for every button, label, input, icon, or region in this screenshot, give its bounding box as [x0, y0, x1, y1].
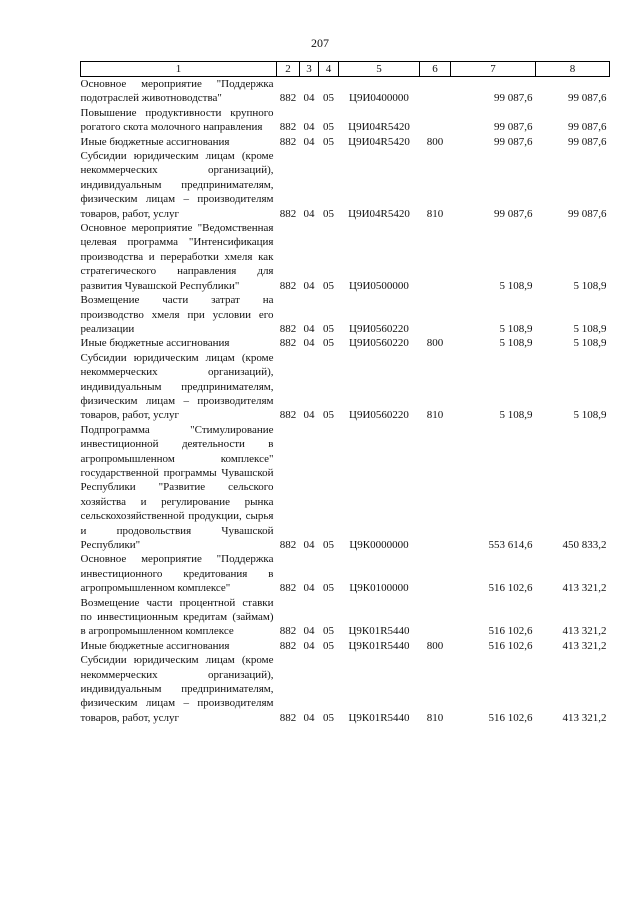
- table-header-row: [81, 62, 610, 77]
- target-article-cell: Ц9К01R5440: [348, 711, 410, 724]
- target-article-cell: Ц9И0560220: [349, 409, 409, 422]
- column-header: 6: [420, 62, 451, 77]
- section-cell: 04: [303, 135, 315, 148]
- target-article-cell: Ц9И0500000: [349, 279, 409, 292]
- target-article-cell: Ц9И04R5420: [348, 207, 410, 220]
- amount-year1-cell: 5 108,9: [499, 409, 533, 422]
- amount-year1-cell: 99 087,6: [494, 207, 533, 220]
- amount-year2-cell: 5 108,9: [573, 322, 607, 335]
- subsection-cell: 05: [323, 337, 334, 350]
- target-article-cell: Ц9И04R5420: [348, 121, 410, 134]
- ministry-code-cell: 882: [279, 92, 297, 105]
- row-name-cell: Иные бюджетные ассигнования: [80, 639, 230, 652]
- expense-type-cell: 800: [426, 135, 444, 148]
- table-row: [81, 293, 610, 336]
- amount-year1-cell: 99 087,6: [494, 135, 533, 148]
- page-number: 207: [311, 36, 329, 50]
- amount-year2-cell: 413 321,2: [562, 625, 607, 638]
- subsection-cell: 05: [323, 711, 334, 724]
- table-row: [81, 77, 610, 106]
- table-row: [81, 135, 610, 149]
- expense-type-cell: 810: [426, 207, 444, 220]
- amount-year2-cell: 99 087,6: [568, 135, 607, 148]
- column-header: 3: [300, 62, 319, 77]
- ministry-code-cell: 882: [279, 625, 297, 638]
- budget-table: [80, 61, 610, 725]
- amount-year2-cell: 450 833,2: [562, 539, 607, 551]
- subsection-cell: 05: [323, 322, 334, 335]
- column-header: 5: [339, 62, 420, 77]
- column-header: 4: [319, 62, 339, 77]
- amount-year2-cell: 413 321,2: [562, 639, 607, 652]
- subsection-cell: 05: [323, 207, 334, 220]
- amount-year1-cell: 516 102,6: [488, 582, 533, 595]
- section-cell: 04: [303, 711, 315, 724]
- ministry-code-cell: 882: [279, 711, 297, 724]
- ministry-code-cell: 882: [279, 121, 297, 134]
- amount-year1-cell: 99 087,6: [494, 92, 533, 105]
- amount-year2-cell: 413 321,2: [562, 711, 607, 724]
- row-name-cell: Иные бюджетные ассигнования: [80, 337, 230, 350]
- subsection-cell: 05: [323, 539, 334, 551]
- amount-year1-cell: 516 102,6: [488, 711, 533, 724]
- amount-year2-cell: 99 087,6: [568, 207, 607, 220]
- amount-year1-cell: 5 108,9: [499, 322, 533, 335]
- ministry-code-cell: 882: [279, 135, 297, 148]
- ministry-code-cell: 882: [279, 322, 297, 335]
- amount-year2-cell: 5 108,9: [573, 337, 607, 350]
- expense-type-cell: 800: [426, 639, 444, 652]
- section-cell: 04: [303, 625, 315, 638]
- table-row: [81, 106, 610, 135]
- subsection-cell: 05: [323, 121, 334, 134]
- ministry-code-cell: 882: [279, 639, 297, 652]
- target-article-cell: Ц9К0000000: [349, 539, 409, 551]
- section-cell: 04: [303, 337, 315, 350]
- amount-year1-cell: 516 102,6: [488, 625, 533, 638]
- target-article-cell: Ц9И04R5420: [348, 135, 410, 148]
- row-name-cell: Повышение продуктивности крупного рогатого скота молочного направления: [80, 106, 274, 134]
- section-cell: 04: [303, 582, 315, 595]
- row-name-cell: Возмещение части процентной ставки по инвестиционным кредитам (займам) в агропромышленном комплексе: [80, 596, 274, 638]
- amount-year1-cell: 99 087,6: [494, 121, 533, 134]
- expense-type-cell: [420, 293, 451, 336]
- section-cell: 04: [303, 639, 315, 652]
- amount-year2-cell: 413 321,2: [562, 582, 607, 595]
- ministry-code-cell: 882: [279, 207, 297, 220]
- table-row: [81, 351, 610, 423]
- expense-type-cell: 810: [426, 409, 444, 422]
- table-row: [81, 423, 610, 553]
- expense-type-cell: [420, 423, 451, 553]
- ministry-code-cell: 882: [279, 539, 297, 551]
- section-cell: 04: [303, 207, 315, 220]
- row-name-cell: Подпрограмма "Стимулирование инвестиционной деятельности в агропромышленном комплексе" государственной программы Чувашской Республики "Развитие сельского хозяйства и регулирование рынка сельскохозяйственной продукции, сырья и продовольствия Чувашской Республики": [80, 423, 274, 551]
- ministry-code-cell: 882: [279, 279, 297, 292]
- row-name-cell: Иные бюджетные ассигнования: [80, 135, 230, 148]
- amount-year2-cell: 5 108,9: [573, 279, 607, 292]
- column-header: 1: [81, 62, 277, 77]
- ministry-code-cell: 882: [279, 409, 297, 422]
- table-row: [81, 639, 610, 653]
- table-row: [81, 596, 610, 639]
- table-body: [81, 77, 610, 726]
- row-name-cell: Основное мероприятие "Поддержка подотраслей животноводства": [80, 78, 274, 105]
- expense-type-cell: [420, 221, 451, 293]
- expense-type-cell: [420, 77, 451, 106]
- target-article-cell: Ц9И0560220: [349, 322, 409, 335]
- subsection-cell: 05: [323, 625, 334, 638]
- subsection-cell: 05: [323, 409, 334, 422]
- section-cell: 04: [303, 539, 315, 551]
- section-cell: 04: [303, 92, 315, 105]
- section-cell: 04: [303, 409, 315, 422]
- target-article-cell: Ц9И0560220: [349, 337, 409, 350]
- expense-type-cell: 800: [426, 337, 444, 350]
- section-cell: 04: [303, 322, 315, 335]
- row-name-cell: Возмещение части затрат на производство хмеля при условии его реализации: [80, 294, 274, 335]
- section-cell: 04: [303, 279, 315, 292]
- target-article-cell: Ц9К01R5440: [348, 625, 410, 638]
- ministry-code-cell: 882: [279, 582, 297, 595]
- target-article-cell: Ц9К0100000: [349, 582, 409, 595]
- subsection-cell: 05: [323, 92, 334, 105]
- expense-type-cell: [420, 106, 451, 135]
- table-row: [81, 149, 610, 221]
- amount-year1-cell: 516 102,6: [488, 639, 533, 652]
- table-row: [81, 221, 610, 293]
- section-cell: 04: [303, 121, 315, 134]
- row-name-cell: Основное мероприятие "Ведомственная целевая программа "Интенсификация производства и переработки хмеля как стратегического направления для развития Чувашской Республики": [80, 222, 274, 292]
- amount-year1-cell: 5 108,9: [499, 279, 533, 292]
- target-article-cell: Ц9И0400000: [349, 92, 409, 105]
- table-row: [81, 336, 610, 350]
- row-name-cell: Основное мероприятие "Поддержка инвестиционного кредитования в агропромышленном комплексе": [80, 553, 274, 595]
- row-name-cell: Субсидии юридическим лицам (кроме некоммерческих организаций), индивидуальным предпринимателям, физическим лицам – производителям товаров, работ, услуг: [80, 150, 274, 220]
- column-header: 2: [277, 62, 300, 77]
- subsection-cell: 05: [323, 639, 334, 652]
- table-row: [81, 552, 610, 595]
- amount-year2-cell: 5 108,9: [573, 409, 607, 422]
- amount-year1-cell: 5 108,9: [499, 337, 533, 350]
- target-article-cell: Ц9К01R5440: [348, 639, 410, 652]
- subsection-cell: 05: [323, 279, 334, 292]
- expense-type-cell: [420, 596, 451, 639]
- subsection-cell: 05: [323, 135, 334, 148]
- expense-type-cell: 810: [426, 711, 444, 724]
- row-name-cell: Субсидии юридическим лицам (кроме некоммерческих организаций), индивидуальным предпринимателям, физическим лицам – производителям товаров, работ, услуг: [80, 351, 274, 422]
- amount-year2-cell: 99 087,6: [568, 92, 607, 105]
- amount-year1-cell: 553 614,6: [488, 539, 533, 551]
- ministry-code-cell: 882: [279, 337, 297, 350]
- subsection-cell: 05: [323, 582, 334, 595]
- column-header: 8: [536, 62, 610, 77]
- amount-year2-cell: 99 087,6: [568, 121, 607, 134]
- table-row: [81, 653, 610, 725]
- row-name-cell: Субсидии юридическим лицам (кроме некоммерческих организаций), индивидуальным предпринимателям, физическим лицам – производителям товаров, работ, услуг: [80, 654, 274, 724]
- expense-type-cell: [420, 552, 451, 595]
- column-header: 7: [451, 62, 536, 77]
